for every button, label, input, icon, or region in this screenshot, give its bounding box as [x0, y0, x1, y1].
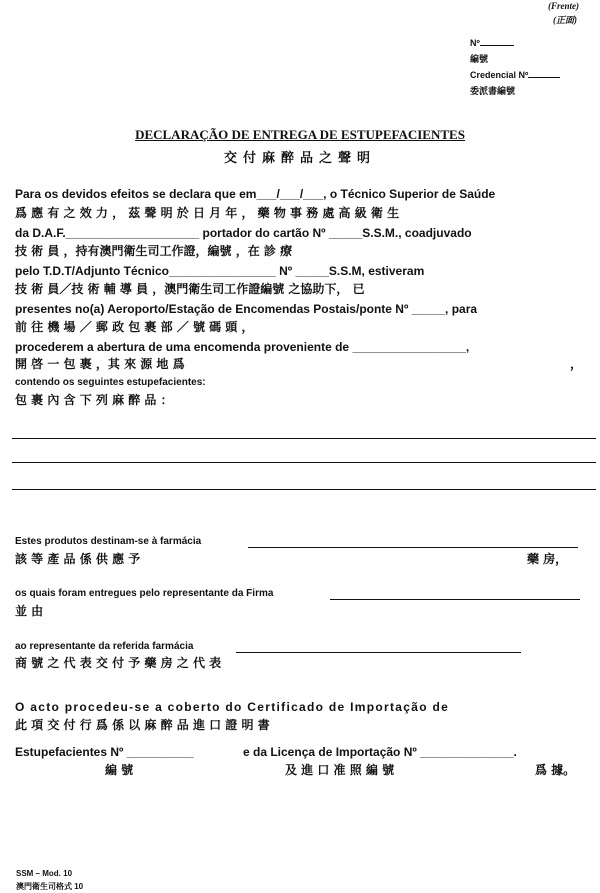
body-line-6-zh: 包 裹 內 含 下 列 麻 醉 品 ：	[15, 393, 173, 407]
destination-pharmacy-zh-end: 藥 房，	[527, 552, 568, 566]
form-model-label: SSM – Mod. 10	[16, 869, 73, 878]
credencial-label: Credencial Nº	[470, 70, 529, 80]
import-certificate-line: O acto procedeu-se a coberto do Certificado de Importação de	[15, 700, 450, 714]
numero-field	[470, 36, 514, 48]
narcotics-line-1	[12, 438, 596, 439]
destination-pharmacy-zh: 該 等 產 品 係 供 應 予	[15, 552, 141, 566]
document-title-zh: 交付麻醉品之聲明	[223, 151, 376, 166]
evidence-zh: 爲 據。	[535, 763, 576, 777]
pharmacy-representative-zh: 商 號 之 代 表 交 付 予 藥 房 之 代 表	[15, 656, 222, 670]
narcotics-number-label: Estupefacientes Nº __________	[15, 745, 194, 759]
credencial-field	[470, 68, 560, 80]
credencial-line	[528, 68, 560, 78]
body-line-1: Para os devidos efeitos se declara que em___/___/___, o Técnico Superior de Saúde	[15, 187, 496, 201]
import-licence-zh: 及 進 口 准 照 編 號	[285, 763, 395, 777]
frente-label: (Frente)	[548, 1, 579, 11]
document-title: DECLARAÇÃO DE ENTREGA DE ESTUPEFACIENTES	[135, 127, 465, 142]
credencial-zh-label: 委派書編號	[470, 86, 516, 96]
pharmacy-representative-label: ao representante da referida farmácia	[15, 641, 194, 652]
frente-zh-label: (正面)	[553, 15, 577, 25]
body-line-3: pelo T.D.T/Adjunto Técnico________________ Nº _____S.S.M, estiveram	[15, 264, 425, 278]
body-line-4-zh: 前 往 機 場 ／ 郵 政 包 裹 部 ／ 號 碼 頭 ，	[15, 320, 254, 334]
body-line-6: contendo os seguintes estupefacientes:	[15, 377, 206, 388]
firm-representative-line	[330, 599, 580, 600]
body-line-3-zh: 技 術 員／技 術 輔 導 員 ，澳門衛生司工作證編號 之協助下， 已	[15, 282, 365, 296]
body-line-2-zh: 技 術 員 ，持有澳門衛生司工作證，編號 ，在 診 療	[15, 244, 293, 258]
import-certificate-zh: 此 項 交 付 行 爲 係 以 麻 醉 品 進 口 證 明 書	[15, 718, 270, 732]
numero-zh-label: 編號	[470, 54, 489, 64]
body-line-5: procederem a abertura de uma encomenda proveniente de _________________,	[15, 340, 470, 354]
narcotics-number-zh: 編 號	[105, 763, 134, 777]
firm-representative-label: os quais foram entregues pelo representante da Firma	[15, 588, 274, 599]
body-line-2: da D.A.F.____________________ portador do cartão Nº _____S.S.M., coadjuvado	[15, 226, 472, 240]
narcotics-line-3	[12, 489, 596, 490]
form-model-zh-label: 澳門衛生司格式 10	[16, 882, 84, 891]
pharmacy-representative-line	[236, 652, 521, 653]
destination-pharmacy-line	[248, 547, 578, 548]
body-line-1-zh: 爲 應 有 之 效 力 ， 茲 聲 明 於 日 月 年 ， 藥 物 事 務 處 高 級 衛 生	[15, 206, 400, 220]
firm-representative-zh: 並 由	[15, 604, 44, 618]
numero-label: Nº	[470, 38, 480, 48]
narcotics-line-2	[12, 462, 596, 463]
body-line-4: presentes no(a) Aeroporto/Estação de Encomendas Postais/ponte Nº _____, para	[15, 302, 478, 316]
body-line-5-zh: 開 啓 一 包 裹 ，其 來 源 地 爲	[15, 357, 185, 371]
numero-line	[480, 36, 514, 46]
import-licence-label: e da Licença de Importação Nº ______________.	[243, 745, 517, 759]
destination-pharmacy-label: Estes produtos destinam-se à farmácia	[15, 536, 202, 547]
body-line-5-zh-end: ，	[570, 357, 583, 371]
